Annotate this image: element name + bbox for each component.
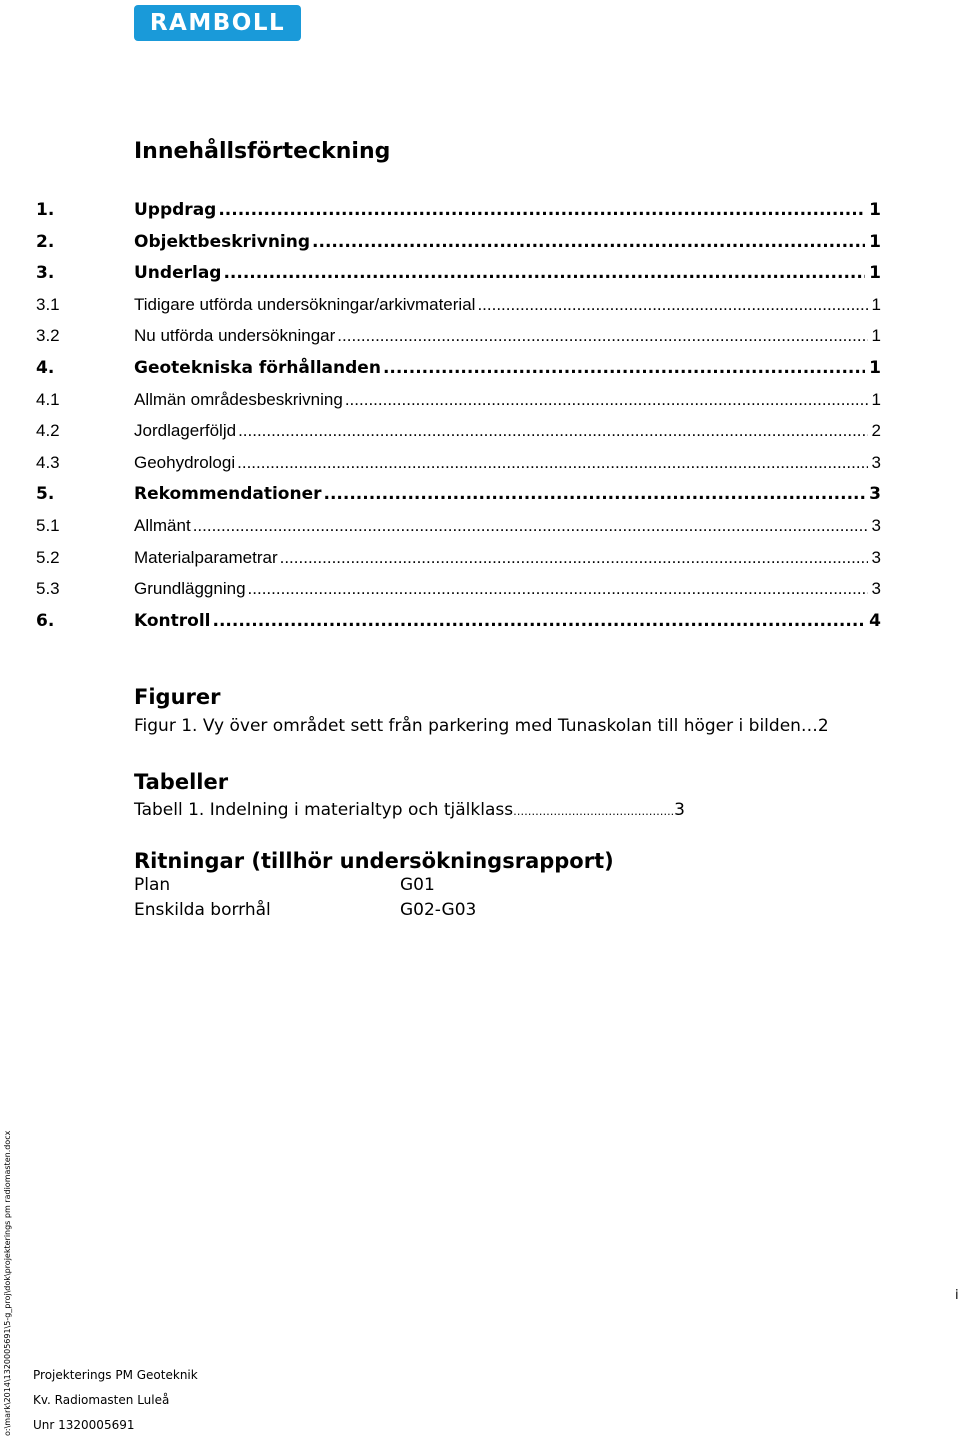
toc-entry-label: Allmän områdesbeskrivning: [134, 389, 343, 409]
toc-entry-number: 4.2: [36, 421, 60, 441]
toc-entry-number: 5.3: [36, 579, 60, 599]
toc-leader-dots: [248, 579, 868, 599]
toc-entry[interactable]: [36, 548, 881, 570]
toc-entry-label: Rekommendationer: [134, 484, 322, 505]
toc-entry-label: Allmänt: [134, 516, 191, 535]
footer-document-title: Projekterings PM Geoteknik: [33, 1368, 198, 1382]
toc-entry-number: 3.2: [36, 326, 60, 346]
figurer-heading: Figurer: [134, 685, 221, 709]
toc-entry-page: 1: [869, 263, 881, 284]
toc-entry-page: 1: [869, 358, 881, 378]
toc-entry-page: 4: [869, 610, 881, 631]
toc-leader-dots: [477, 295, 867, 315]
toc-entry-number: 4.3: [36, 452, 60, 472]
tabeller-heading: Tabeller: [134, 770, 229, 794]
toc-entry-number: 4.1: [36, 389, 60, 409]
toc-entry-number: 3.: [36, 263, 55, 284]
toc-leader-dots: [193, 516, 868, 536]
toc-entry-page: 3: [869, 484, 881, 505]
toc-entry[interactable]: [36, 263, 881, 285]
toc-entry-label: Materialparametrar: [134, 547, 278, 567]
toc-leader-dots: [280, 548, 868, 568]
toc-entry-page: 3: [871, 579, 881, 599]
toc-entry[interactable]: [36, 358, 881, 380]
toc-leader-dots: [345, 390, 868, 410]
tabell-1-dots: ……………………………………..: [513, 805, 675, 818]
toc-entry[interactable]: [36, 295, 881, 317]
toc-entry[interactable]: [36, 453, 881, 475]
toc-entry-number: 2.: [36, 231, 55, 252]
toc-entry-number: 1.: [36, 200, 55, 220]
toc-entry-number: 4.: [36, 358, 55, 378]
toc-entry[interactable]: [36, 579, 881, 601]
toc-leader-dots: [337, 326, 867, 346]
tabell-1-label: Tabell 1. Indelning i materialtyp och tjälklass: [134, 800, 514, 820]
toc-entry[interactable]: [36, 611, 881, 633]
toc-entry-label: Tidigare utförda undersökningar/arkivmaterial: [134, 294, 476, 314]
toc-entry[interactable]: [36, 516, 881, 538]
ritning-borrhal-name: Enskilda borrhål: [134, 900, 271, 920]
toc-leader-dots: [237, 453, 867, 473]
tabell-1-page: 3: [674, 800, 685, 820]
toc-leader-dots: [383, 358, 865, 378]
ritning-plan-name: Plan: [134, 875, 171, 895]
toc-entry[interactable]: [36, 484, 881, 506]
toc-entry-page: 3: [871, 516, 881, 535]
toc-leader-dots: [238, 421, 867, 441]
toc-leader-dots: [223, 263, 865, 283]
toc-leader-dots: [324, 484, 866, 504]
footer-property: Kv. Radiomasten Luleå: [33, 1393, 170, 1407]
toc-title: Innehållsförteckning: [134, 139, 391, 164]
toc-entry-page: 1: [869, 231, 881, 252]
footer-project-number: Unr 1320005691: [33, 1418, 135, 1432]
toc-entry-page: 1: [871, 326, 881, 346]
toc-entry[interactable]: [36, 421, 881, 443]
toc-leader-dots: [312, 232, 865, 252]
toc-entry-label: Underlag: [134, 263, 222, 284]
ramboll-logo: [134, 5, 301, 41]
toc-entry[interactable]: [36, 326, 881, 348]
toc-entry-page: 3: [871, 547, 881, 567]
toc-entry-label: Geotekniska förhållanden: [134, 358, 381, 378]
tabell-1-entry[interactable]: [134, 800, 685, 820]
ritning-plan-code: G01: [400, 875, 435, 895]
toc-entry-page: 1: [869, 200, 881, 220]
toc-entry-number: 6.: [36, 610, 55, 631]
page-number: i: [955, 1288, 959, 1303]
toc-entry-page: 2: [871, 421, 881, 441]
toc-entry-label: Objektbeskrivning: [134, 231, 311, 252]
toc-entry[interactable]: [36, 232, 881, 254]
toc-leader-dots: [218, 200, 865, 220]
document-file-path: o:\mark\2014\1320005691\5-g_proj\dok\projekterings pm radiomasten.docx: [3, 1130, 12, 1436]
toc-entry-number: 5.1: [36, 516, 60, 535]
toc-entry-number: 5.2: [36, 547, 60, 567]
toc-entry-page: 1: [871, 294, 881, 314]
toc-entry[interactable]: [36, 200, 881, 222]
toc-entry-label: Grundläggning: [134, 579, 246, 599]
toc-entry-label: Uppdrag: [134, 200, 217, 220]
ritning-borrhal-code: G02-G03: [400, 900, 477, 920]
toc-entry-number: 5.: [36, 484, 55, 505]
toc-entry-number: 3.1: [36, 294, 60, 314]
logo-text: RAMBOLL: [149, 10, 286, 36]
toc-entry-label: Kontroll: [134, 610, 211, 631]
toc-entry-label: Nu utförda undersökningar: [134, 326, 336, 346]
toc-entry-page: 1: [871, 389, 881, 409]
toc-entry[interactable]: [36, 390, 881, 412]
toc-entry-page: 3: [871, 452, 881, 472]
ritningar-heading: Ritningar (tillhör undersökningsrapport): [134, 849, 614, 873]
figur-1-entry[interactable]: Figur 1. Vy över området sett från parkering med Tunaskolan till höger i bilden…2: [134, 716, 829, 736]
toc-entry-label: Geohydrologi: [134, 452, 236, 472]
toc-leader-dots: [213, 611, 866, 631]
toc-entry-label: Jordlagerföljd: [134, 421, 237, 441]
